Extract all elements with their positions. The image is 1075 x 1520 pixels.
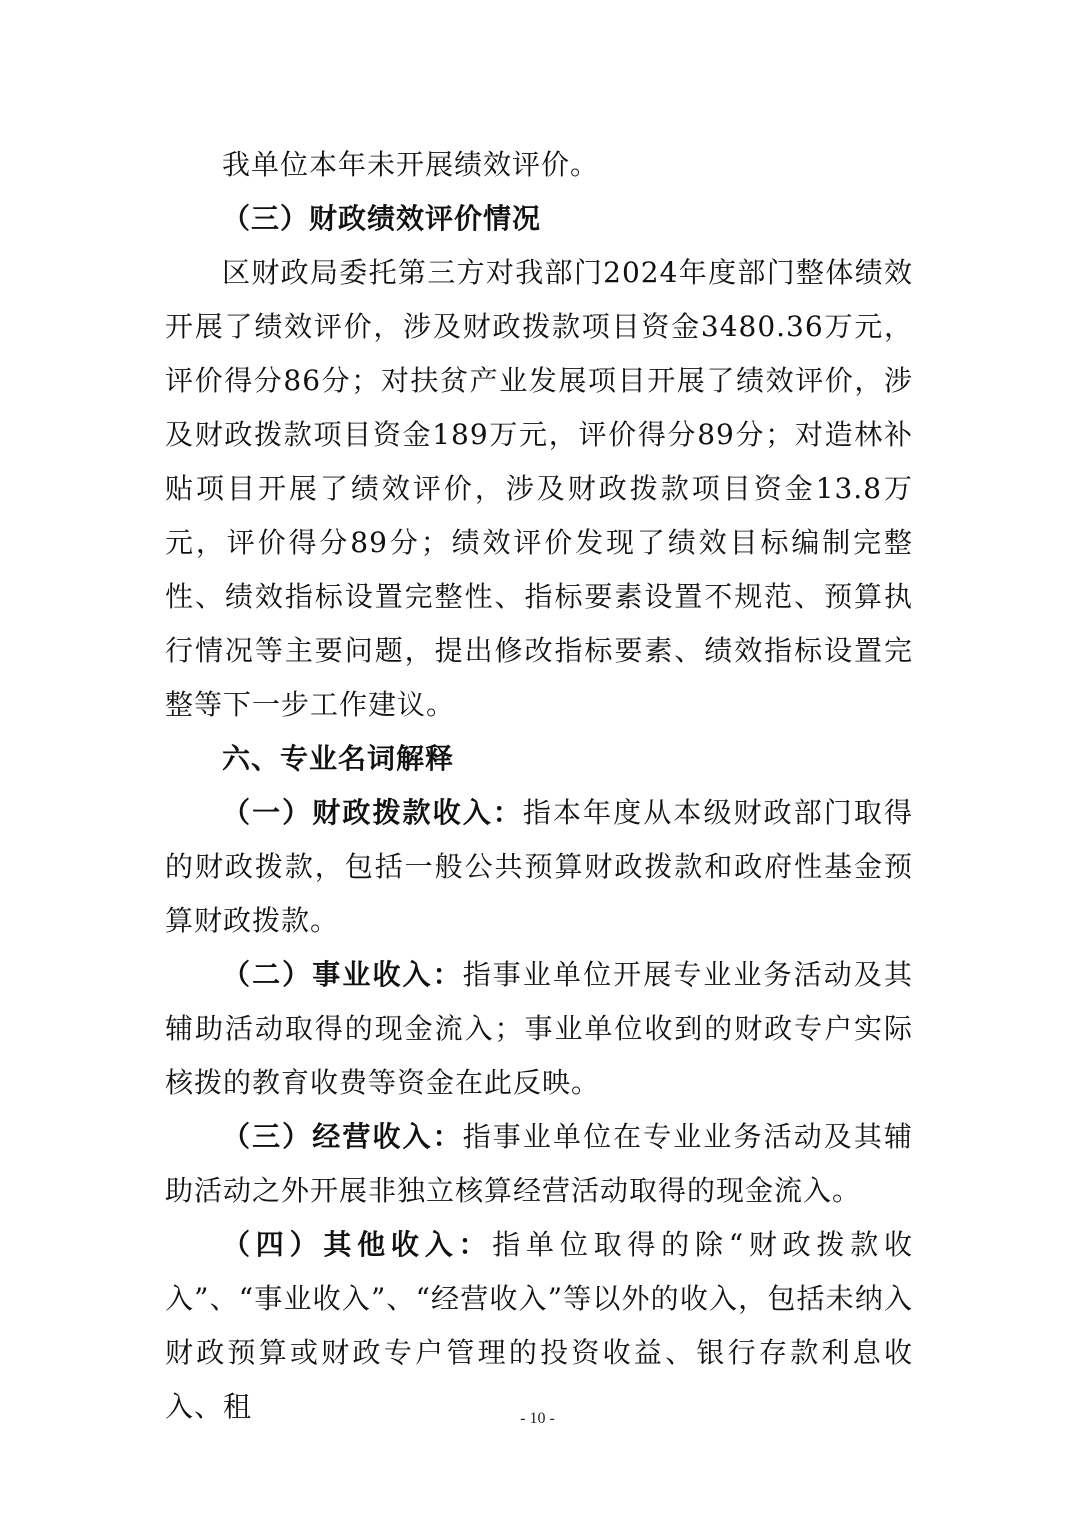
glossary-term: （二）事业收入： (222, 958, 463, 991)
heading-finance-evaluation: （三）财政绩效评价情况 (222, 202, 542, 235)
section-title-glossary: 六、专业名词解释 (222, 742, 455, 775)
glossary-definition: 指事业单位在专业业务活动及其辅助活动之外开展非独立核算经营活动取得的现金流入。 (165, 1120, 913, 1207)
glossary-definition: 指事业单位开展专业业务活动及其辅助活动取得的现金流入；事业单位收到的财政专户实际核拨的教育收费等资金在此反映。 (165, 958, 913, 1099)
glossary-term: （三）经营收入： (222, 1120, 463, 1153)
glossary-item-other-income (165, 1218, 913, 1434)
paragraph-finance-evaluation: 区财政局委托第三方对我部门2024年度部门整体绩效开展了绩效评价，涉及财政拨款项目资金3480.36万元，评价得分86分；对扶贫产业发展项目开展了绩效评价，涉及财政拨款项目资金189万元，评价得分89分；对造林补贴项目开展了绩效评价，涉及财政拨款项目资金13.8万元，评价得分89分；绩效评价发现了绩效目标编制完整性、绩效指标设置完整性、指标要素设置不规范、预算执行情况等主要问题，提出修改指标要素、绩效指标设置完整等下一步工作建议。 (165, 256, 913, 721)
glossary-definition: 指本年度从本级财政部门取得的财政拨款，包括一般公共预算财政拨款和政府性基金预算财政拨款。 (165, 796, 913, 937)
page-number: - 10 - (520, 1410, 555, 1427)
glossary-item-operating-income (165, 1110, 913, 1218)
glossary-definition: 指单位取得的除“财政拨款收入”、“事业收入”、“经营收入”等以外的收入，包括未纳入财政预算或财政专户管理的投资收益、银行存款利息收入、租 (165, 1228, 913, 1423)
page-content (165, 138, 913, 1434)
glossary-term: （四）其他收入： (222, 1228, 493, 1261)
glossary-term: （一）财政拨款收入： (222, 796, 523, 829)
glossary-item-fiscal-appropriation (165, 786, 913, 948)
glossary-item-business-income (165, 948, 913, 1110)
paragraph-no-evaluation: 我单位本年未开展绩效评价。 (222, 148, 600, 181)
